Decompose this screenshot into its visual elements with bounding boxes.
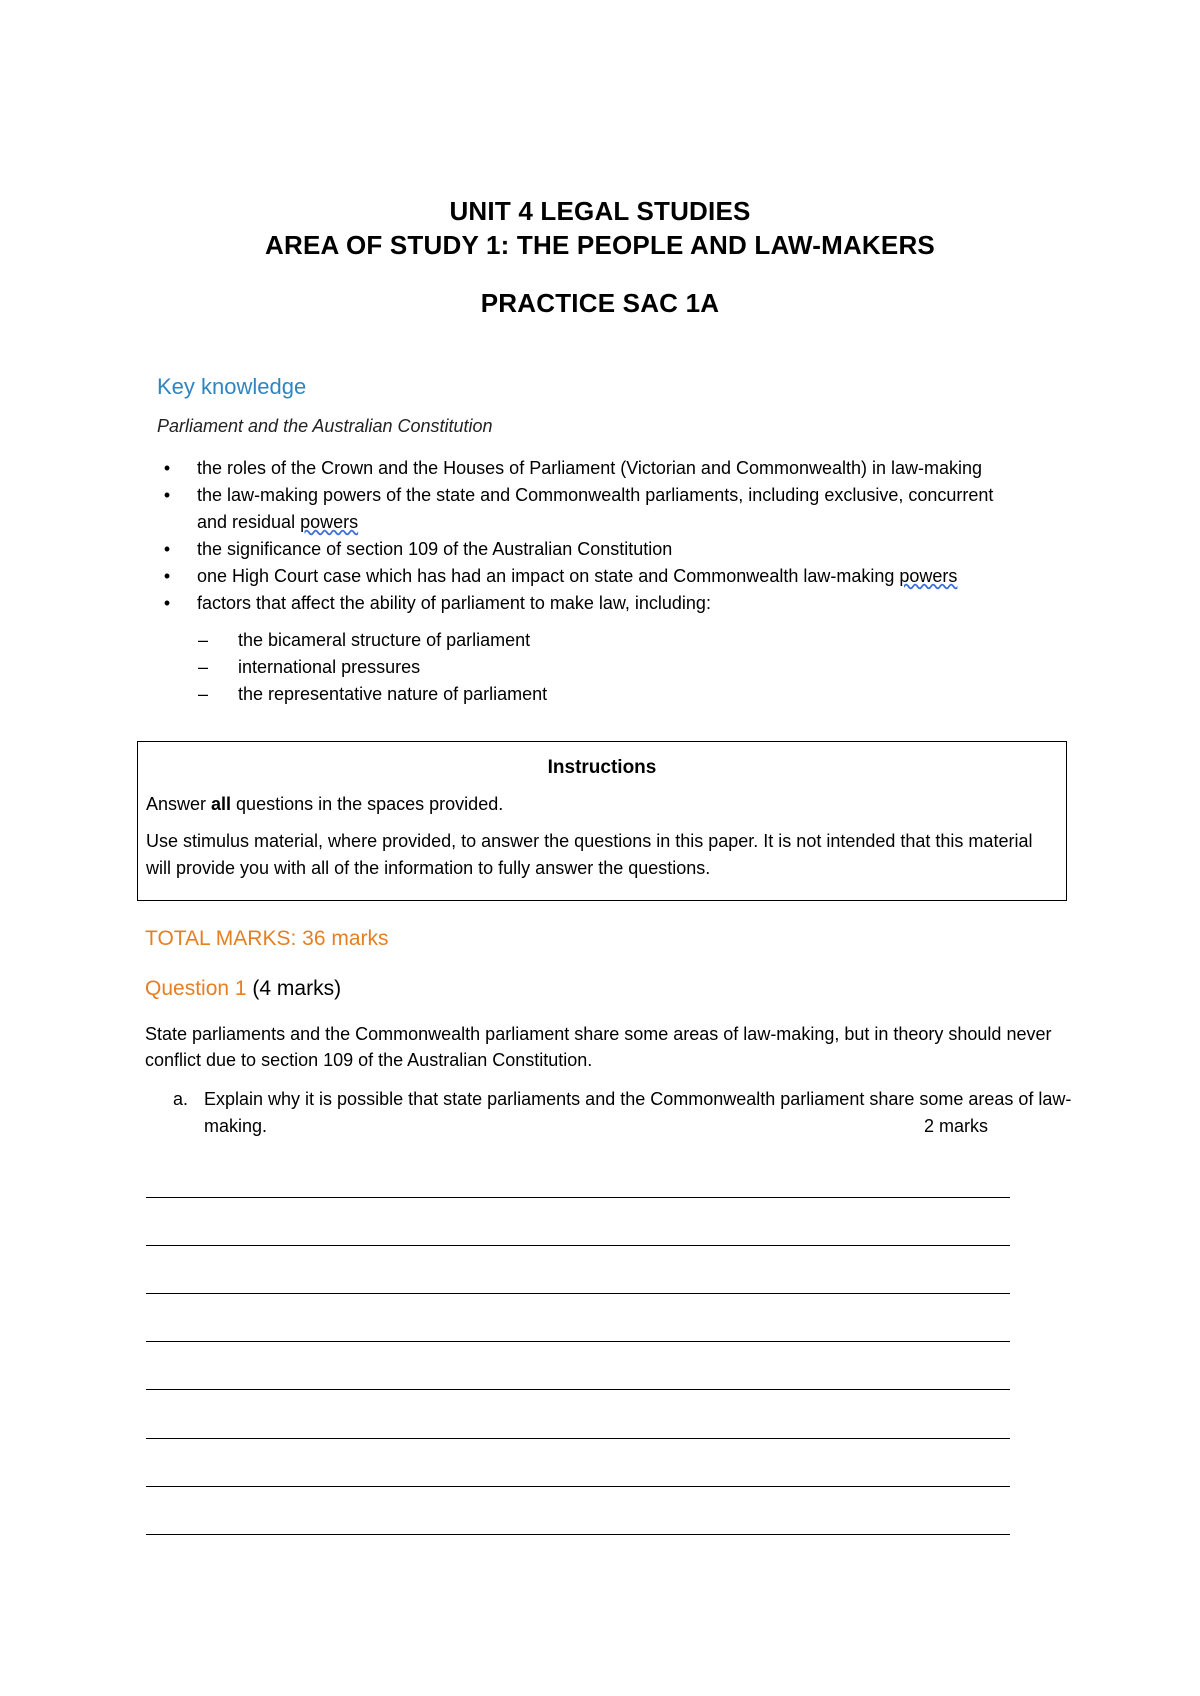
instructions-title: Instructions [547, 757, 657, 778]
total-marks: TOTAL MARKS: 36 marks [145, 927, 389, 950]
bullet-text: the roles of the Crown and the Houses of Parliament (Victorian and Commonwealth) in law-making [197, 458, 983, 478]
sub-bullet-text: the bicameral structure of parliament [238, 630, 531, 650]
bullet-text: one High Court case which has had an impact on state and Commonwealth law-making [197, 566, 895, 586]
bullet-text: and residual [197, 512, 296, 532]
answer-line[interactable] [146, 1534, 1010, 1535]
instructions-box [137, 741, 1067, 901]
practice-sac-title: PRACTICE SAC 1A [480, 288, 720, 318]
answer-line[interactable] [146, 1389, 1010, 1390]
question-1-stem: State parliaments and the Commonwealth parliament share some areas of law-making, but in theory should never conflict due to section 109 of the Australian Constitution. [145, 1024, 1052, 1070]
list-item [198, 627, 547, 654]
answer-line[interactable] [146, 1438, 1010, 1439]
question-1a-letter: a. [173, 1089, 189, 1109]
answer-line[interactable] [146, 1245, 1010, 1246]
bullet-text: the law-making powers of the state and Commonwealth parliaments, including exclusive, concurrent [197, 485, 994, 505]
area-of-study-title: AREA OF STUDY 1: THE PEOPLE AND LAW-MAKERS [265, 230, 935, 260]
dash-icon: – [198, 684, 209, 704]
bullet-text: the significance of section 109 of the Australian Constitution [197, 539, 673, 559]
list-item [157, 536, 1077, 563]
sub-bullet-text: international pressures [238, 657, 421, 677]
answer-line[interactable] [146, 1486, 1010, 1487]
bullet-icon: • [163, 566, 171, 586]
instructions-paragraph-2: Use stimulus material, where provided, to answer the questions in this paper. It is not intended that this material will provide you with all of the information to fully answer the questions. [146, 831, 1033, 878]
spellcheck-underlined-word: powers [300, 512, 359, 532]
instructions-paragraph-1 [146, 794, 503, 815]
list-item [157, 563, 1077, 590]
bullet-icon: • [163, 485, 171, 505]
answer-line[interactable] [146, 1341, 1010, 1342]
bullet-text: factors that affect the ability of parliament to make law, including: [197, 593, 711, 613]
bullet-icon: • [163, 458, 171, 478]
unit-title: UNIT 4 LEGAL STUDIES [449, 196, 751, 226]
answer-line[interactable] [146, 1197, 1010, 1198]
question-1a-marks: 2 marks [924, 1116, 989, 1136]
question-1-heading [145, 977, 341, 1001]
dash-icon: – [198, 630, 209, 650]
sub-bullet-text: the representative nature of parliament [238, 684, 548, 704]
key-knowledge-subheading: Parliament and the Australian Constitution [157, 416, 493, 436]
question-1-label: Question 1 [145, 977, 247, 1000]
list-item [157, 482, 1077, 536]
list-item [198, 681, 547, 708]
bullet-icon: • [163, 539, 171, 559]
answer-line[interactable] [146, 1293, 1010, 1294]
list-item [157, 455, 1077, 482]
key-knowledge-heading: Key knowledge [157, 374, 307, 399]
instructions-text: questions in the spaces provided. [231, 794, 504, 814]
question-1a-text: Explain why it is possible that state parliaments and the Commonwealth parliament share some areas of law-making. [204, 1089, 1072, 1136]
factors-sublist [198, 627, 547, 708]
instructions-bold-word: all [211, 794, 232, 814]
dash-icon: – [198, 657, 209, 677]
spellcheck-underlined-word: powers [899, 566, 958, 586]
list-item [157, 590, 1077, 617]
bullet-icon: • [163, 593, 171, 613]
key-knowledge-list [157, 455, 1077, 617]
question-1-marks: (4 marks) [252, 977, 342, 1000]
instructions-text: Answer [146, 794, 212, 814]
list-item [198, 654, 547, 681]
